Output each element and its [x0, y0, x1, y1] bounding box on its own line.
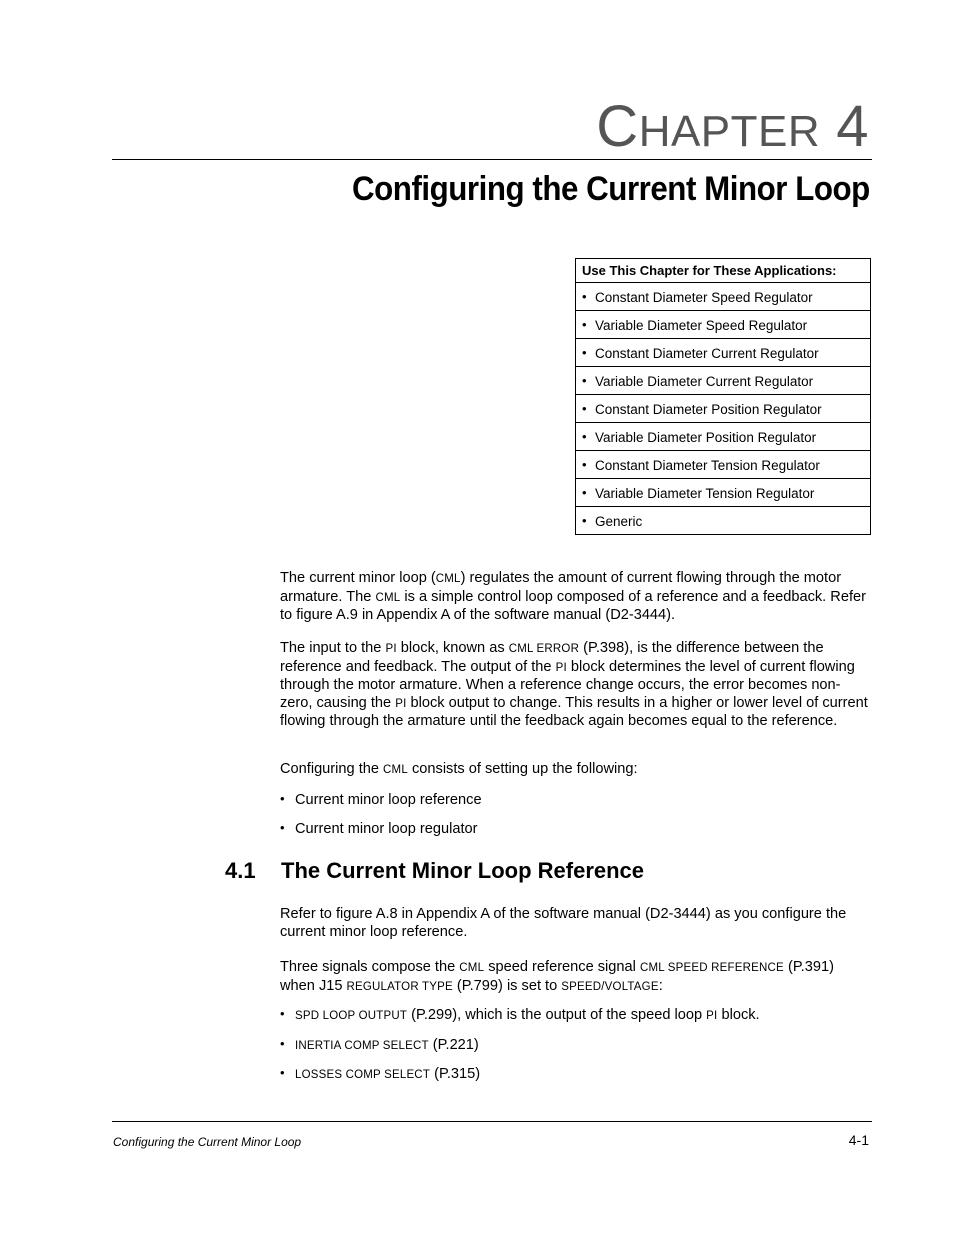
intro-bullet-item: • Current minor loop regulator — [280, 820, 478, 837]
section-paragraph-2: Three signals compose the CML speed reference signal CML SPEED REFERENCE (P.391) when J15 REGULATOR TYPE (P.799) is set to SPEED/VOLTAGE: — [280, 959, 834, 994]
term-speed-voltage: SPEED/VOLTAGE — [561, 980, 659, 993]
term-cml: CML — [375, 591, 401, 604]
chapter-title: Configuring the Current Minor Loop — [352, 170, 870, 208]
applications-item: Constant Diameter Speed Regulator — [595, 289, 813, 305]
bullet-icon: • — [582, 428, 587, 444]
applications-row — [576, 451, 871, 479]
applications-row — [576, 367, 871, 395]
section-bullet-item: • LOSSES COMP SELECT (P.315) — [280, 1065, 481, 1082]
footer-rule — [112, 1121, 872, 1122]
applications-row — [576, 423, 871, 451]
term-pi: PI — [395, 697, 407, 710]
section-heading-4-1 — [225, 858, 644, 884]
term-cml: CML — [435, 573, 461, 585]
section-title: The Current Minor Loop Reference — [281, 858, 645, 883]
bullet-icon: • — [582, 512, 587, 528]
applications-table — [575, 258, 871, 535]
bullet-icon: • — [280, 820, 285, 835]
term-cml: CML — [459, 962, 485, 974]
bullet-icon: • — [280, 1036, 285, 1051]
intro-paragraph-1: The current minor loop (CML) regulates the amount of current flowing through the motor armature. The CML is a simple control loop composed of a reference and a feedback. Refer to figure A.9 in Appendix A of the software manual (D2-3444). — [280, 570, 866, 623]
applications-row — [576, 507, 871, 535]
term-regulator-type: REGULATOR TYPE — [346, 980, 453, 993]
section-paragraph-1: Refer to figure A.8 in Appendix A of the software manual (D2-3444) as you configure the current minor loop reference. — [280, 906, 847, 940]
term-spd-loop-output: SPD LOOP OUTPUT — [295, 1010, 408, 1022]
term-cml-error: CML ERROR — [508, 643, 580, 655]
chapter-label-initial: C — [596, 94, 639, 159]
header-rule — [112, 159, 872, 160]
footer-title: Configuring the Current Minor Loop — [113, 1135, 302, 1149]
section-number: 4.1 — [225, 858, 256, 883]
bullet-icon: • — [582, 400, 587, 416]
term-cml-speed-reference: CML SPEED REFERENCE — [639, 962, 784, 974]
applications-row — [576, 395, 871, 423]
applications-item: Variable Diameter Position Regulator — [595, 429, 817, 445]
applications-item: Variable Diameter Current Regulator — [595, 373, 814, 389]
applications-item: Generic — [595, 513, 643, 529]
term-cml: CML — [383, 764, 408, 776]
bullet-icon: • — [280, 1006, 285, 1021]
term-losses-comp-select: LOSSES COMP SELECT — [295, 1069, 431, 1081]
applications-item: Constant Diameter Position Regulator — [595, 401, 822, 417]
term-pi: PI — [706, 1010, 718, 1022]
applications-item: Constant Diameter Current Regulator — [595, 345, 819, 361]
term-inertia-comp-select: INERTIA COMP SELECT — [295, 1040, 429, 1052]
section-bullet-item: • SPD LOOP OUTPUT (P.299), which is the output of the speed loop PI block. — [280, 1006, 760, 1023]
chapter-number: 4 — [836, 94, 869, 159]
applications-row — [576, 479, 871, 507]
chapter-label — [596, 94, 869, 159]
bullet-icon: • — [280, 1065, 285, 1080]
term-pi: PI — [385, 643, 397, 655]
applications-table-header: Use This Chapter for These Applications: — [576, 259, 871, 283]
chapter-label-word: HAPTER — [638, 107, 821, 156]
term-pi: PI — [555, 661, 567, 674]
intro-bullet-item: • Current minor loop reference — [280, 791, 482, 808]
applications-row — [576, 283, 871, 311]
intro-paragraph-3: Configuring the CML consists of setting up the following: — [280, 761, 638, 777]
intro-paragraph-2: The input to the PI block, known as CML ERROR (P.398), is the difference between the reference and feedback. The output of the PI block determines the level of current flowing through the motor armature. When a reference change occurs, the error becomes non-zero, causing the PI block output to change. This results in a higher or lower level of current flowing through the armature until the feedback again becomes equal to the reference. — [280, 640, 868, 729]
page-number: 4-1 — [848, 1132, 869, 1148]
applications-item: Variable Diameter Speed Regulator — [595, 317, 808, 333]
applications-row — [576, 339, 871, 367]
bullet-icon: • — [582, 372, 587, 388]
applications-row — [576, 311, 871, 339]
bullet-icon: • — [582, 288, 587, 304]
bullet-icon: • — [582, 316, 587, 332]
applications-item: Variable Diameter Tension Regulator — [595, 485, 815, 501]
applications-item: Constant Diameter Tension Regulator — [595, 457, 820, 473]
section-bullet-item: • INERTIA COMP SELECT (P.221) — [280, 1036, 479, 1053]
bullet-icon: • — [582, 344, 587, 360]
bullet-icon: • — [280, 791, 285, 806]
bullet-icon: • — [582, 484, 587, 500]
bullet-icon: • — [582, 456, 587, 472]
